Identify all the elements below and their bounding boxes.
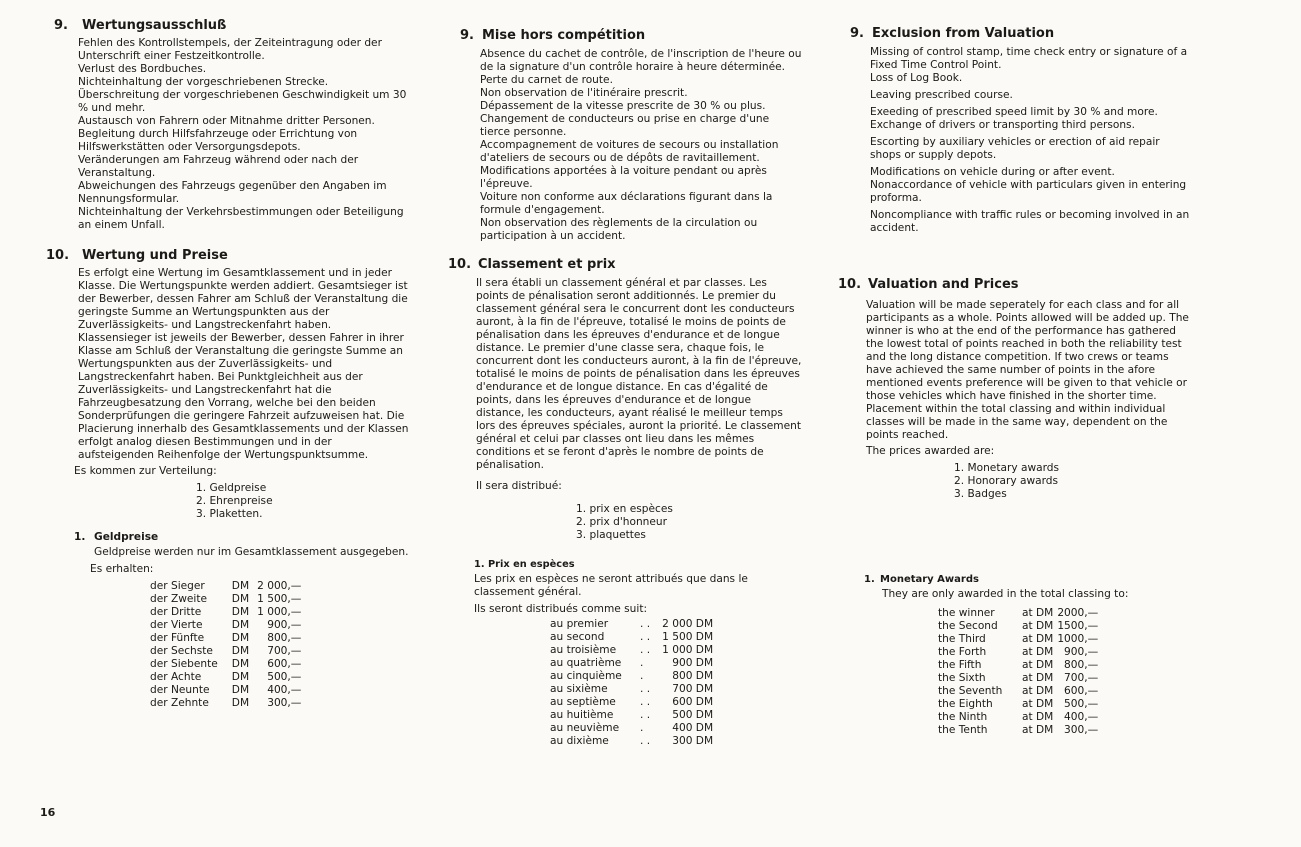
prize-amount: 700 DM: [672, 683, 714, 695]
prize-amount: 500,—: [1064, 698, 1099, 710]
de-prize-row: [150, 658, 301, 671]
prize-currency: DM: [231, 684, 250, 696]
en-prize-row: [938, 685, 1098, 698]
prize-place: au quatrième: [550, 657, 622, 669]
prize-amount: 2 000 DM: [662, 618, 714, 630]
prize-amount: 400,—: [1064, 711, 1099, 723]
prize-amount: 1000,—: [1057, 633, 1099, 645]
en-s9-item: Modifications on vehicle during or after event.: [870, 166, 1115, 178]
prize-leader-dots: . .: [640, 683, 651, 695]
fr-prize-row: [550, 709, 713, 722]
prize-currency: at DM: [1022, 724, 1054, 736]
prize-amount: 500,—: [267, 671, 302, 683]
prize-place: the Seventh: [938, 685, 1003, 697]
english-column: [838, 26, 1190, 737]
en-section-9-heading: 9. Exclusion from Valuation: [850, 26, 1055, 41]
fr-s9-item: Changement de conducteurs ou prise en charge d'une tierce personne.: [480, 113, 770, 138]
prize-place: der Dritte: [150, 606, 202, 618]
prize-place: der Fünfte: [150, 632, 205, 644]
prize-currency: DM: [231, 619, 250, 631]
en-prize-row: [938, 646, 1098, 659]
prize-place: au troisième: [550, 644, 617, 656]
prize-place: au cinquième: [550, 670, 622, 682]
en-s9-item: Nonaccordance of vehicle with particulars given in entering proforma.: [870, 179, 1187, 204]
de-subsection-heading: 1. Geldpreise: [74, 531, 159, 543]
prize-currency: DM: [231, 658, 250, 670]
prize-place: der Sechste: [150, 645, 213, 657]
prize-place: the Third: [938, 633, 986, 645]
prize-place: der Sieger: [150, 580, 205, 592]
fr-s10-intro: Il sera distribué:: [476, 480, 562, 492]
prize-currency: at DM: [1022, 672, 1054, 684]
en-s10-award-list: [954, 462, 1190, 501]
prize-leader-dots: .: [640, 657, 644, 669]
en-section-10-body: [866, 299, 1190, 442]
fr-prize-row: [550, 618, 713, 631]
prize-leader-dots: .: [640, 722, 644, 734]
prize-amount: 400 DM: [672, 722, 714, 734]
fr-s10-paragraph: Il sera établi un classement général et par classes. Les points de pénalisation seront additionnés. Le premier du classement général sera le concurrent dont les conducteurs auront, à la fin de l'épreuve, totalisé le moins de points de pénalisation dans les épreuves d'endurance et de longue distance. Le premier d'une classe sera, chaque fois, le concurrent dont les conducteurs auront, à la fin de l'épreuve, totalisé le moins de points de pénalisation dans les épreuves d'endurance et de longue distance. En cas d'égalité de points, dans les épreuves d'endurance et de longue distance, les conducteurs, ayant réalisé le meilleur temps lors des épreuves spéciales, auront la priorité. Le classement général et celui par classes ont lieu dans les mêmes conditions et se feront d'après le nombre de points de pénalisation.: [476, 277, 802, 471]
prize-leader-dots: . .: [640, 696, 651, 708]
de-s9-item: Austausch von Fahrern oder Mitnahme dritter Personen.: [78, 115, 375, 127]
prize-place: au second: [550, 631, 605, 643]
de-prize-row: [150, 632, 301, 645]
fr-prize-row: [550, 644, 713, 657]
de-prize-row: [150, 684, 301, 697]
prize-place: the Fifth: [938, 659, 982, 671]
prize-currency: at DM: [1022, 711, 1054, 723]
prize-currency: at DM: [1022, 685, 1054, 697]
prize-amount: 300,—: [1064, 724, 1099, 736]
de-award-item: 2. Ehrenpreise: [196, 495, 273, 507]
en-prize-row: [938, 711, 1098, 724]
prize-place: the Second: [938, 620, 998, 632]
prize-amount: 500 DM: [672, 709, 714, 721]
en-prize-table: [938, 607, 1098, 737]
prize-currency: DM: [231, 593, 250, 605]
en-s9-item: Exeeding of prescribed speed limit by 30 % and more.: [870, 106, 1158, 118]
en-s9-item: Escorting by auxiliary vehicles or erection of aid repair shops or supply depots.: [870, 136, 1160, 161]
prize-place: der Siebente: [150, 658, 218, 670]
fr-prize-row: [550, 670, 713, 683]
prize-amount: 2000,—: [1057, 607, 1099, 619]
prize-amount: 1 000,—: [257, 606, 302, 618]
prize-leader-dots: . .: [640, 644, 651, 656]
prize-amount: 2 000,—: [257, 580, 302, 592]
de-sub-paragraph: Geldpreise werden nur im Gesamtklassement ausgegeben.: [94, 546, 409, 558]
prize-amount: 800,—: [1064, 659, 1099, 671]
prize-currency: at DM: [1022, 659, 1054, 671]
prize-place: au sixième: [550, 683, 608, 695]
fr-prize-row: [550, 657, 713, 670]
fr-prize-row: [550, 722, 713, 735]
prize-amount: 900,—: [267, 619, 302, 631]
fr-s9-item: Voiture non conforme aux déclarations figurant dans la formule d'engagement.: [480, 191, 773, 216]
prize-currency: DM: [231, 632, 250, 644]
prize-amount: 1 500,—: [257, 593, 302, 605]
prize-amount: 1 500 DM: [662, 631, 714, 643]
prize-leader-dots: . .: [640, 618, 651, 630]
prize-currency: at DM: [1022, 633, 1054, 645]
fr-prize-table: [550, 618, 713, 748]
prize-amount: 700,—: [1064, 672, 1099, 684]
fr-section-10-heading: 10. Classement et prix: [448, 257, 616, 272]
prize-amount: 1500,—: [1057, 620, 1099, 632]
prize-leader-dots: .: [640, 670, 644, 682]
de-prize-row: [150, 697, 301, 710]
fr-s9-item: Non observation de l'itinéraire prescrit.: [480, 87, 688, 99]
en-prize-row: [938, 607, 1098, 620]
en-s10-paragraph: Valuation will be made seperately for each class and for all participants as a whole. Points allowed will be added up. The winner is who at the end of the performance has gathered the lowest total of points reached in both the reliability test and the long distance competition. If two crews or teams have achieved the same number of points in the afore mentioned events preference will be given to that vehicle or those vehicles which have finished in the shorter time. Placement within the total classing and within individual classes will be made in the same way, dependent on the points reached.: [866, 299, 1189, 441]
prize-place: au neuvième: [550, 722, 620, 734]
en-prize-row: [938, 672, 1098, 685]
de-award-item: 3. Plaketten.: [196, 508, 263, 520]
fr-prize-row: [550, 631, 713, 644]
fr-s9-item: Accompagnement de voitures de secours ou installation d'ateliers de secours ou de dépôts de ravitaillement.: [480, 139, 779, 164]
en-s9-item: Missing of control stamp, time check entry or signature of a Fixed Time Control Point.: [870, 46, 1188, 71]
fr-award-item: 1. prix en espèces: [576, 503, 673, 515]
page-number: 16: [40, 806, 56, 819]
de-award-item: 1. Geldpreise: [196, 482, 267, 494]
de-s9-item: Abweichungen des Fahrzeugs gegenüber den Angaben im Nennungsformular.: [78, 180, 387, 205]
de-s9-item: Veränderungen am Fahrzeug während oder nach der Veranstaltung.: [78, 154, 359, 179]
prize-place: au premier: [550, 618, 609, 630]
prize-amount: 600,—: [1064, 685, 1099, 697]
fr-section-9-list: [480, 48, 802, 243]
prize-amount: 300,—: [267, 697, 302, 709]
de-s10-award-list: [196, 482, 410, 521]
prize-currency: DM: [231, 645, 250, 657]
prize-place: the Sixth: [938, 672, 986, 684]
fr-sub-intro: Ils seront distribués comme suit:: [474, 603, 648, 615]
de-sub-intro: Es erhalten:: [90, 563, 154, 575]
en-s9-item: Exchange of drivers or transporting third persons.: [870, 119, 1135, 131]
prize-amount: 800 DM: [672, 670, 714, 682]
en-s9-item: Loss of Log Book.: [870, 72, 963, 84]
en-award-item: 1. Monetary awards: [954, 462, 1060, 474]
de-s10-paragraph-2: Klassensieger ist jeweils der Bewerber, dessen Fahrer in ihrer Klasse am Schluß der Veranstaltung die geringste Summe an Wertungspunkten aus der Zuverlässigkeits- und Langstreckenfahrt haben. Bei Punktgleichheit aus der Zuverlässigkeits- und Langstreckenfahrt hat die Fahrzeugbesatzung den Vorrang, welche bei den beiden Sonderprüfungen die geringere Fahrzeit aufzuweisen hat. Die Placierung innerhalb des Gesamtklassements und der Klassen erfolgt analog diesen Bestimmungen und in der aufsteigenden Reihenfolge der Wertungspunktsumme.: [78, 332, 409, 461]
fr-s9-item: Absence du cachet de contrôle, de l'inscription de l'heure ou de la signature d'un contrôle horaire à heure déterminée.: [480, 48, 802, 73]
fr-sub-paragraph: Les prix en espèces ne seront attribués que dans le classement général.: [474, 573, 748, 598]
prize-currency: DM: [231, 697, 250, 709]
en-sub-paragraph: They are only awarded in the total classing to:: [882, 588, 1129, 600]
de-prize-row: [150, 593, 301, 606]
de-prize-row: [150, 580, 301, 593]
prize-amount: 400,—: [267, 684, 302, 696]
prize-place: der Zweite: [150, 593, 208, 605]
de-s9-item: Fehlen des Kontrollstempels, der Zeiteintragung oder der Unterschrift einer Festzeitkontrolle.: [78, 37, 382, 62]
fr-section-9-heading: 9. Mise hors compétition: [460, 28, 646, 43]
de-prize-row: [150, 645, 301, 658]
prize-amount: 1 000 DM: [662, 644, 714, 656]
prize-place: the winner: [938, 607, 995, 619]
prize-place: the Eighth: [938, 698, 993, 710]
prize-leader-dots: . .: [640, 631, 651, 643]
prize-place: au septième: [550, 696, 616, 708]
fr-prize-row: [550, 683, 713, 696]
de-s9-item: Verlust des Bordbuches.: [78, 63, 207, 75]
prize-place: the Forth: [938, 646, 987, 658]
en-award-item: 2. Honorary awards: [954, 475, 1059, 487]
prize-amount: 800,—: [267, 632, 302, 644]
prize-currency: at DM: [1022, 607, 1054, 619]
prize-amount: 700,—: [267, 645, 302, 657]
german-column: [46, 18, 410, 710]
prize-currency: DM: [231, 671, 250, 683]
de-s9-item: Nichteinhaltung der vorgeschriebenen Strecke.: [78, 76, 329, 88]
prize-amount: 900 DM: [672, 657, 714, 669]
de-s10-intro: Es kommen zur Verteilung:: [74, 465, 217, 477]
de-section-10-body: [78, 267, 410, 462]
de-prize-row: [150, 606, 301, 619]
fr-award-item: 3. plaquettes: [576, 529, 646, 541]
fr-prize-row: [550, 735, 713, 748]
prize-place: the Ninth: [938, 711, 988, 723]
en-prize-row: [938, 698, 1098, 711]
en-s9-item: Noncompliance with traffic rules or becoming involved in an accident.: [870, 209, 1190, 234]
prize-currency: at DM: [1022, 646, 1054, 658]
prize-place: au dixième: [550, 735, 609, 747]
de-prize-row: [150, 619, 301, 632]
fr-subsection-heading: 1. Prix en espèces: [474, 559, 575, 570]
prize-amount: 600 DM: [672, 696, 714, 708]
fr-s9-item: Non observation des règlements de la circulation ou participation à un accident.: [480, 217, 758, 242]
fr-s10-award-list: [576, 503, 802, 542]
de-s9-item: Begleitung durch Hilfsfahrzeuge oder Errichtung von Hilfswerkstätten oder Versorgungsdepots.: [78, 128, 358, 153]
prize-place: au huitième: [550, 709, 614, 721]
prize-currency: at DM: [1022, 620, 1054, 632]
fr-s9-item: Dépassement de la vitesse prescrite de 30 % ou plus.: [480, 100, 766, 112]
prize-currency: DM: [231, 580, 250, 592]
de-s10-paragraph-1: Es erfolgt eine Wertung im Gesamtklassement und in jeder Klasse. Die Wertungspunkte werden addiert. Gesamtsieger ist der Bewerber, dessen Fahrer am Schluß der Veranstaltung die geringste Summe an Wertungspunkten aus der Zuverlässigkeits- und Langstreckenfahrt haben.: [78, 267, 408, 331]
prize-place: der Vierte: [150, 619, 203, 631]
de-section-10-heading: 10. Wertung und Preise: [46, 248, 228, 263]
en-s9-item: Leaving prescribed course.: [870, 89, 1013, 101]
de-prize-table: [150, 580, 301, 710]
de-prize-row: [150, 671, 301, 684]
en-subsection-heading: 1. Monetary Awards: [864, 574, 979, 585]
fr-s9-item: Modifications apportées à la voiture pendant ou après l'épreuve.: [480, 165, 767, 190]
prize-currency: DM: [231, 606, 250, 618]
en-prize-row: [938, 659, 1098, 672]
en-prize-row: [938, 620, 1098, 633]
prize-leader-dots: . .: [640, 735, 651, 747]
fr-award-item: 2. prix d'honneur: [576, 516, 667, 528]
prize-place: der Zehnte: [150, 697, 209, 709]
prize-amount: 300 DM: [672, 735, 714, 747]
prize-amount: 600,—: [267, 658, 302, 670]
de-s9-item: Nichteinhaltung der Verkehrsbestimmungen oder Beteiligung an einem Unfall.: [78, 206, 404, 231]
prize-place: the Tenth: [938, 724, 988, 736]
en-section-10-heading: 10. Valuation and Prices: [838, 277, 1019, 292]
de-section-9-heading: 9. Wertungsausschluß: [54, 18, 227, 33]
de-s9-item: Überschreitung der vorgeschriebenen Geschwindigkeit um 30 % und mehr.: [78, 89, 407, 114]
en-prize-row: [938, 633, 1098, 646]
en-award-item: 3. Badges: [954, 488, 1007, 500]
fr-section-10-body: [476, 277, 802, 472]
prize-leader-dots: . .: [640, 709, 651, 721]
prize-place: der Neunte: [150, 684, 210, 696]
fr-prize-row: [550, 696, 713, 709]
fr-s9-item: Perte du carnet de route.: [480, 74, 613, 86]
en-section-9-list: [870, 46, 1190, 235]
prize-currency: at DM: [1022, 698, 1054, 710]
prize-place: der Achte: [150, 671, 202, 683]
en-prize-row: [938, 724, 1098, 737]
french-column: [448, 28, 802, 748]
de-section-9-list: [78, 37, 410, 232]
prize-amount: 900,—: [1064, 646, 1099, 658]
en-s10-intro: The prices awarded are:: [866, 445, 995, 457]
